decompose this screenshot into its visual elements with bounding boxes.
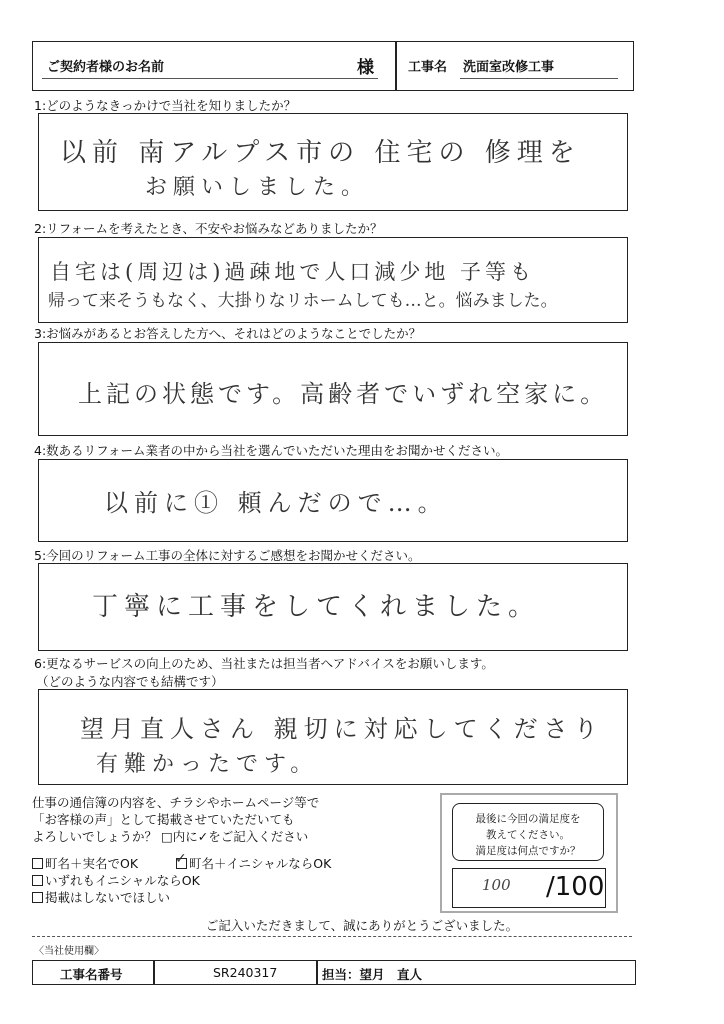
checkbox[interactable] [32,875,43,886]
question-4-label: 4:数あるリフォーム業者の中から当社を選んでいただいた理由をお聞かせください。 [34,443,509,458]
question-3-label: 3:お悩みがあるとお答えした方へ、それはどのようなことでしたか？ [34,326,422,341]
answer-1-line-1: 以前 南アルプス市の 住宅の 修理を [60,138,581,168]
answer-6-line-1: 望月直人さん 親切に対応してくださり [80,715,604,743]
answer-3-line-1: 上記の状態です。高齢者でいずれ空家に。 [78,380,609,408]
consent-option-label: 町名＋実名でOK [45,856,139,871]
work-name-label: 工事名 [408,60,448,75]
office-table-divider [316,960,318,985]
consent-text-line-2: 「お客様の声」として掲載させていただいても [32,812,295,827]
satisfaction-prompt-line-2: 教えてください。 [486,829,570,841]
answer-4-line-1: 以前に① 頼んだので…。 [104,489,448,517]
answer-2-line-1: 自宅は(周辺は)過疎地で人口減少地 子等も [50,260,536,284]
customer-name-label: ご契約者様のお名前 [47,60,165,75]
work-number-label: 工事名番号 [60,967,123,982]
checkmark-icon: ✓ [175,851,187,867]
consent-option-initials-town[interactable] [175,851,332,872]
answer-2-line-2: 帰って来そうもなく、大掛りなリホームしても…と。悩みました。 [48,291,558,311]
question-6-label: 6:更なるサービスの向上のため、当社または担当者へアドバイスをお願いします。 [34,656,494,671]
question-2-label: 2:リフォームを考えたとき、不安やお悩みなどありましたか？ [34,221,383,236]
consent-option-label: 町名＋イニシャルならOK [189,856,332,871]
consent-option-label: いずれもイニシャルならOK [45,873,200,888]
office-use-label: 〈当社使用欄〉 [34,946,104,957]
satisfaction-prompt-line-3: 満足度は何点ですか？ [475,845,581,857]
question-5-label: 5:今回のリフォーム工事の全体に対するご感想をお聞かせください。 [34,548,421,563]
consent-option-label: 掲載はしないでほしい [45,890,171,905]
consent-option-real-name[interactable] [32,854,138,872]
office-table-divider [153,960,155,985]
satisfaction-written-score: 100 [482,876,511,894]
answer-1-line-2: お願いしました。 [145,175,370,200]
checkbox-checked[interactable] [175,851,187,869]
header-divider [395,41,397,91]
consent-text-line-1: 仕事の通信簿の内容を、チラシやホームページ等で [32,795,320,810]
staff-name: 担当：望月 直人 [322,967,423,982]
cut-line [32,936,632,937]
thanks-message: ご記入いただきまして、誠にありがとうございました。 [205,918,519,933]
satisfaction-prompt-line-1: 最後に今回の満足度を [475,813,581,825]
consent-option-no-publish[interactable] [32,888,170,906]
consent-text-line-3: よろしいでしょうか？ □内に✓をご記入ください [32,829,309,844]
answer-6-line-2: 有難かったです。 [96,752,319,777]
honorific-label: 様 [357,58,374,78]
satisfaction-max-score: /100 [546,872,605,902]
answer-5-line-1: 丁寧に工事をしてくれました。 [92,592,541,622]
question-6-sublabel: （どのような内容でも結構です） [36,674,224,689]
consent-option-all-initials[interactable] [32,871,200,889]
checkbox[interactable] [32,858,43,869]
customer-name-field[interactable] [42,78,378,79]
work-name-underline [460,78,618,79]
question-1-label: 1:どのようなきっかけで当社を知りましたか？ [34,98,297,113]
checkbox[interactable] [32,892,43,903]
work-number-value: SR240317 [213,965,278,980]
work-name-value: 洗面室改修工事 [463,60,555,75]
